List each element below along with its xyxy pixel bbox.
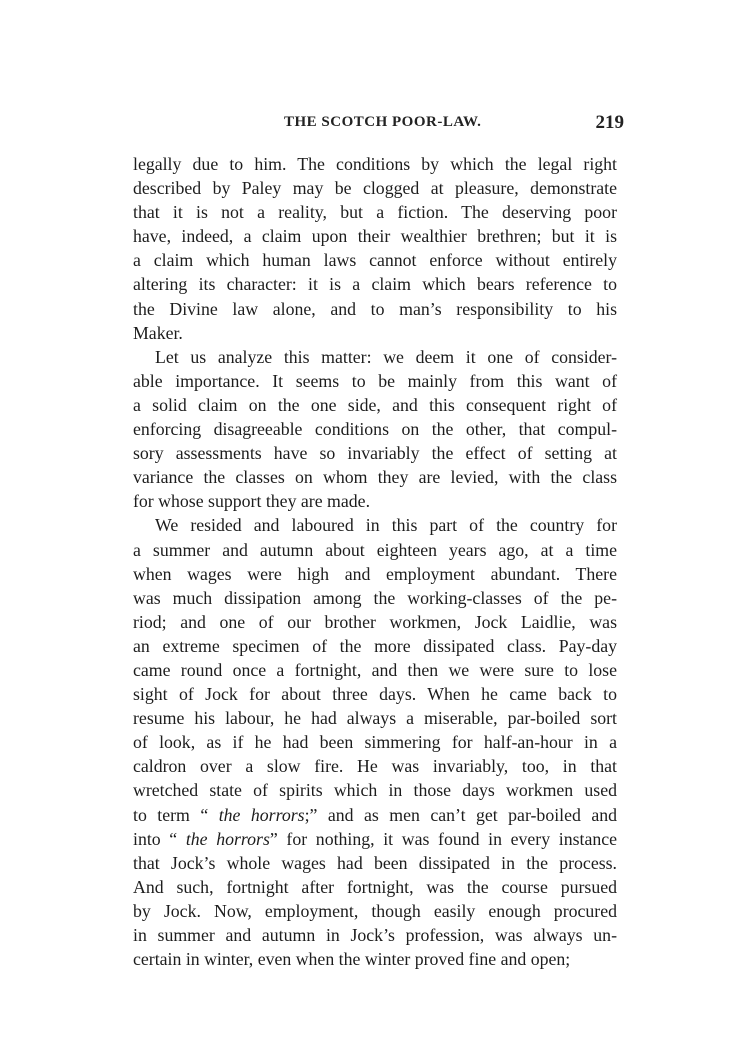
paragraph [133, 152, 617, 345]
text-line: of look, as if he had been simmering for half-an-hour in a [133, 732, 617, 753]
text-line: for whose support they are made. [133, 491, 371, 512]
text-line: able importance. It seems to be mainly from this want of [133, 370, 617, 391]
body-text [133, 152, 617, 971]
text-line: enforcing disagreeable conditions on the other, that compul- [133, 419, 617, 440]
text-line: wretched state of spirits which in those days workmen used [133, 780, 617, 801]
text-line: that it is not a reality, but a fiction. The deserving poor [133, 202, 617, 223]
text-line: Let us analyze this matter: we deem it one of consider- [155, 346, 617, 367]
text-line: riod; and one of our brother workmen, Jock Laidlie, was [133, 611, 617, 632]
text-line: a solid claim on the one side, and this consequent right of [133, 394, 617, 415]
running-title: THE SCOTCH POOR-LAW. [284, 114, 482, 130]
text-line: the Divine law alone, and to man’s responsibility to his [133, 298, 617, 319]
text-line: that Jock’s whole wages had been dissipated in the process. [133, 852, 617, 873]
text-line: sight of Jock for about three days. When he came back to [133, 684, 617, 705]
text-line: in summer and autumn in Jock’s profession, was always un- [133, 925, 617, 945]
text-line: described by Paley may be clogged at pleasure, demonstrate [133, 178, 617, 199]
text-line: a claim which human laws cannot enforce without entirely [133, 250, 617, 271]
text-line: a summer and autumn about eighteen years ago, at a time [133, 539, 617, 560]
text-line: have, indeed, a claim upon their wealthier brethren; but it is [133, 226, 617, 247]
text-line: by Jock. Now, employment, though easily enough procured [133, 900, 617, 921]
text-line: resume his labour, he had always a miserable, par-boiled sort [133, 708, 617, 729]
text-line: certain in winter, even when the winter proved fine and open; [133, 949, 571, 970]
text-line: We resided and laboured in this part of the country for [155, 515, 617, 536]
text-line: was much dissipation among the working-classes of the pe- [133, 587, 617, 608]
text-line: an extreme specimen of the more dissipated class. Pay-day [133, 635, 617, 656]
text-line: sory assessments have so invariably the effect of setting at [133, 443, 617, 464]
text-line: And such, fortnight after fortnight, was the course pursued [133, 876, 617, 897]
text-line: Maker. [133, 322, 183, 343]
text-line: to term “ the horrors;” and as men can’t get par-boiled and [133, 804, 618, 825]
text-line: variance the classes on whom they are levied, with the class [133, 467, 617, 488]
text-line: when wages were high and employment abundant. There [133, 563, 617, 584]
text-line: came round once a fortnight, and then we were sure to lose [133, 659, 617, 680]
page-number: 219 [595, 112, 624, 133]
text-line: caldron over a slow fire. He was invariably, too, in that [133, 756, 617, 777]
paragraph [133, 513, 617, 971]
text-line: altering its character: it is a claim which bears reference to [133, 274, 617, 295]
text-line: into “ the horrors” for nothing, it was found in every instance [133, 828, 618, 849]
text-line: legally due to him. The conditions by which the legal right [133, 154, 617, 174]
paragraph [133, 345, 617, 514]
